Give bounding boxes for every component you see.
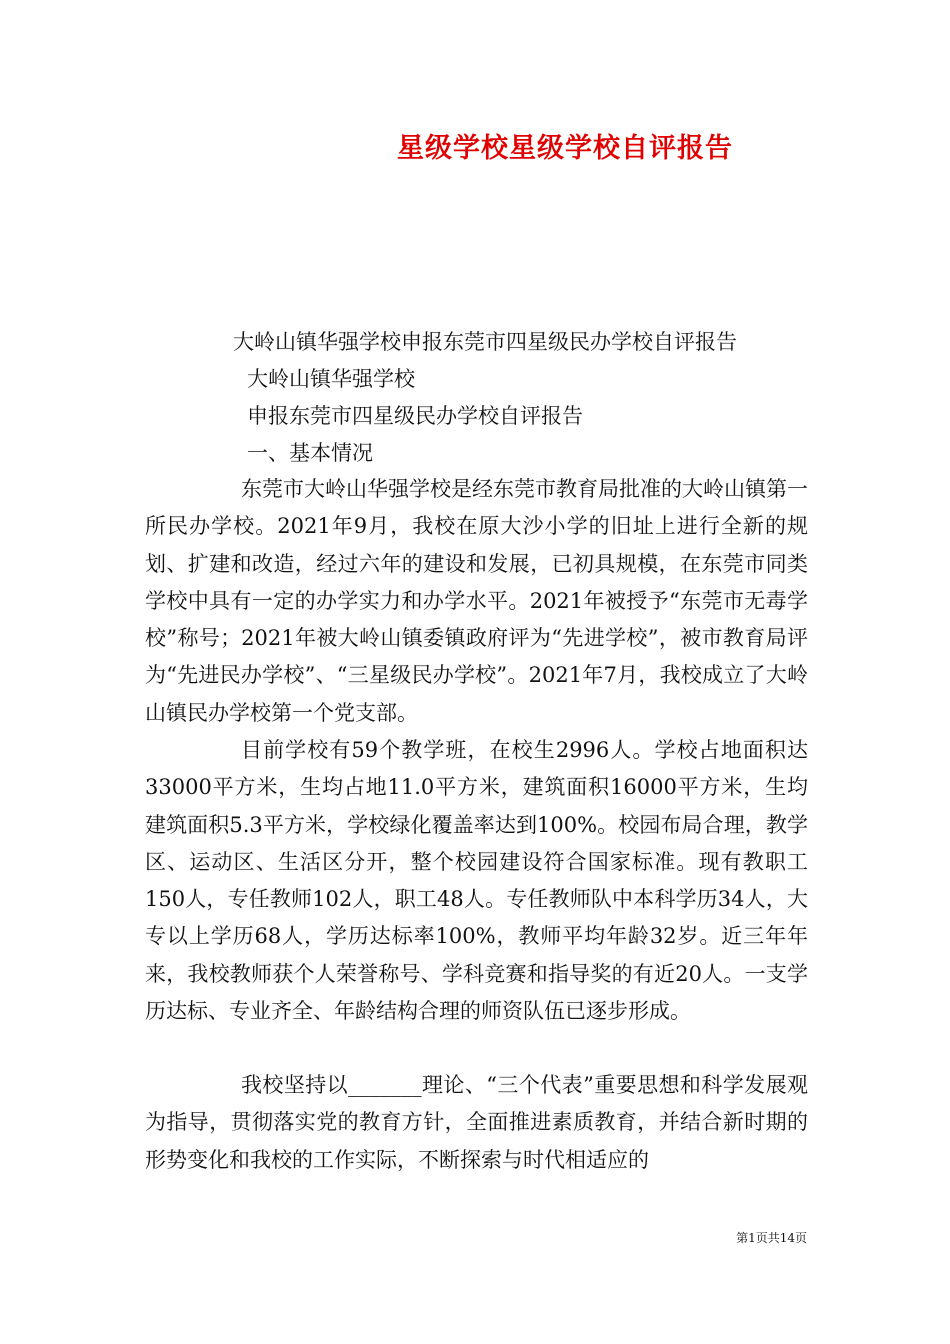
report-heading: 大岭山镇华强学校申报东莞市四星级民办学校自评报告	[233, 330, 737, 354]
document-title: 星级学校星级学校自评报告	[397, 133, 733, 164]
school-name: 大岭山镇华强学校	[247, 367, 415, 391]
paragraph-intro: 东莞市大岭山华强学校是经东莞市教育局批准的大岭山镇第一所民办学校。2021年9月，我校在原大沙小学的旧址上进行全新的规划、扩建和改造，经过六年的建设和发展，已初具规模，在东莞市同类学校中具有一定的办学实力和办学水平。2021年被授予“东莞市无毒学校”称号；2021年被大岭山镇委镇政府评为“先进学校”，被市教育局评为“先进民办学校”、“三星级民办学校”。2021年7月，我校成立了大岭山镇民办学校第一个党支部。	[145, 477, 808, 725]
report-name: 申报东莞市四星级民办学校自评报告	[247, 404, 583, 428]
section-heading: 一、基本情况	[247, 441, 373, 465]
page-number: 第1页共14页	[736, 1231, 807, 1245]
paragraph-facts: 目前学校有59个教学班，在校生2996人。学校占地面积达33000平方米，生均占地11.0平方米，建筑面积16000平方米，生均建筑面积5.3平方米，学校绿化覆盖率达到100%。校园布局合理，教学区、运动区、生活区分开，整个校园建设符合国家标准。现有教职工150人，专任教师102人，职工48人。专任教师队中本科学历34人，大专以上学历68人，学历达标率100%，教师平均年龄32岁。近三年年来，我校教师获个人荣誉称号、学科竞赛和指导奖的有近20人。一支学历达标、专业齐全、年龄结构合理的师资队伍已逐步形成。	[145, 738, 808, 1024]
paragraph-guidance: 我校坚持以_______理论、“三个代表”重要思想和科学发展观为指导，贯彻落实党的教育方针，全面推进素质教育，并结合新时期的形势变化和我校的工作实际，不断探索与时代相适应的	[145, 1073, 808, 1172]
